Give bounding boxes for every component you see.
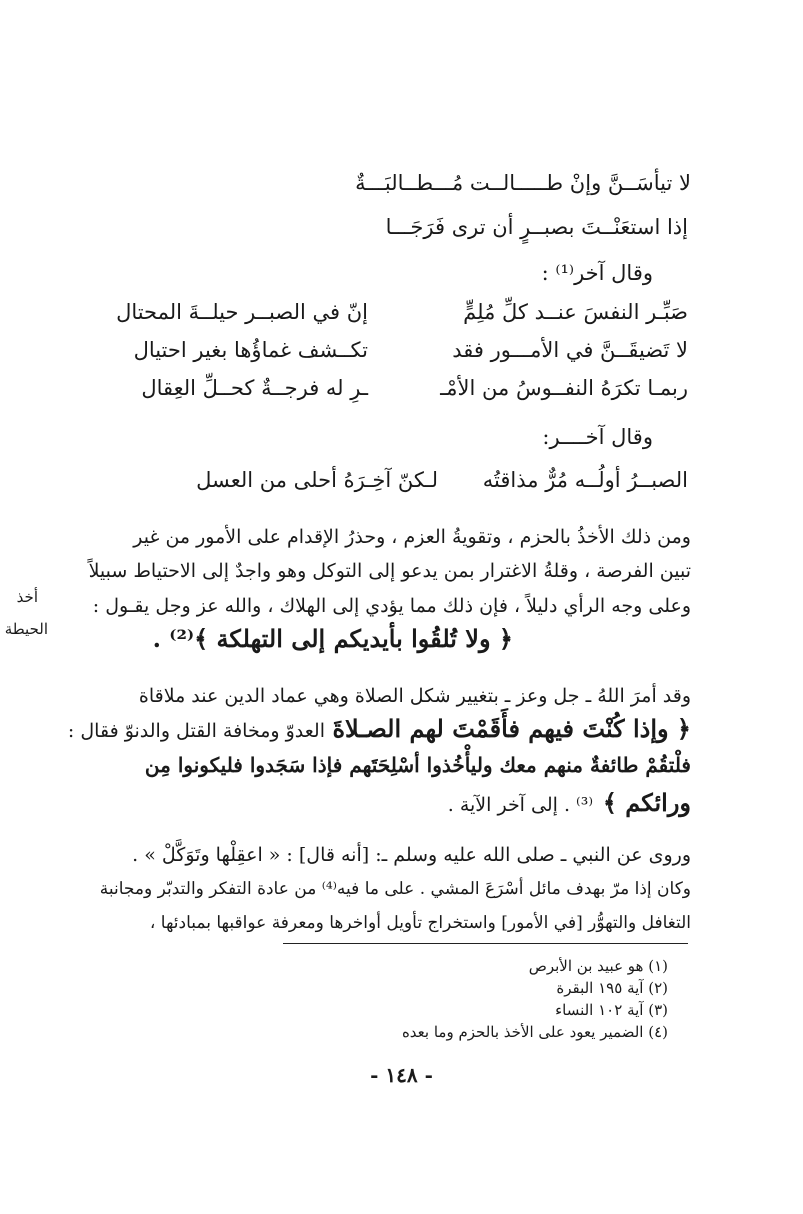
para1-line2: تبين الفرصة ، وقلةُ الاغترار بمن يدعو إلى التوكل وهو واجدٌ إلى الاحتياط سبيلاً [88, 560, 691, 582]
poem2-line1-left: إنّ في الصبــر حيلــةَ المحتال [116, 300, 368, 324]
quran-verse-2-tail: ⁽³⁾ . إلى آخر الآية . [447, 794, 593, 816]
footnote-4: (٤) الضمير يعود على الأخذ بالحزم وما بعده [401, 1023, 668, 1041]
para2-line2: العدوّ ومخافة القتل والدنوّ فقال : [67, 720, 325, 742]
quran-verse-2-line2: فلْتقُمْ طائفةٌ منهم معك وليأْخُذوا أسْلِحَتَهم فإذا سَجَدوا فليكونوا مِن [144, 753, 691, 777]
footnote-rule [283, 943, 688, 944]
poem2-line3-left: ـرِ له فرجــةٌ كحــلِّ العِقال [141, 376, 368, 400]
para1-line1: ومن ذلك الأخذُ بالحزم ، وتقويةُ العزم ، وحذرُ الإقدام على الأمور من غير [133, 526, 691, 548]
footnote-1: (١) هو عبيد بن الأبرص [528, 957, 668, 975]
para2-line1: وقد أمرَ اللهُ ـ جل وعز ـ بتغيير شكل الصلاة وهي عماد الدين عند ملاقاة [138, 685, 691, 707]
poem2-line2-right: لا تَضيقَــنَّ في الأمـــور فقد [452, 338, 688, 362]
margin-note-line2: الحيطة [4, 620, 48, 638]
poem1-line2: إذا استعَنْــتَ بصبــرٍ أن ترى فَرَجَـــا [385, 215, 688, 239]
para3-line1: وروى عن النبي ـ صلى الله عليه وسلم ـ: [أنه قال] : « اعقِلْها وتَوَكَّلْ » . [132, 844, 691, 866]
quran-verse-2-line3: ورائكم ﴾ [602, 788, 691, 817]
poem1-line1: لا تيأسَــنَّ وإنْ طـــــالــت مُـــطــالبَـــةٌ [355, 171, 691, 195]
poem2-line2-left: تكــشف غماؤُها بغير احتيال [133, 338, 368, 362]
poem3-left: لـكنّ آخِـرَهُ أحلى من العسل [196, 468, 438, 492]
margin-note-line1: أخذ [16, 588, 38, 606]
poem3-intro: وقال آخــــر: [542, 425, 653, 449]
quran-verse-2-line1: ﴿ وإذا كُنْتَ فيهم فأَقَمْتَ لهم الصـلاةَ [332, 714, 691, 743]
poem3-right: الصبــرُ أولُــه مُرٌّ مذاقتُه [482, 468, 688, 492]
poem2-intro: وقال آخر⁽¹⁾ : [541, 261, 653, 285]
page-number: - ١٤٨ - [370, 1063, 433, 1087]
para3-line2: وكان إذا مرّ بهدف مائل أسْرَعَ المشي . على ما فيه⁽⁴⁾ من عادة التفكر والتدبّر ومجانبة [99, 879, 691, 899]
para1-line3: وعلى وجه الرأي دليلاً ، فإن ذلك مما يؤدي إلى الهلاك ، والله عز وجل يقـول : [92, 595, 691, 617]
para3-line3: التغافل والتهوُّر [في الأمور] واستخراج تأويل أواخرها ومعرفة عواقبها بمبادئها ، [149, 913, 691, 933]
footnote-3: (٣) آية ١٠٢ النساء [555, 1001, 668, 1019]
poem2-line1-right: صَبِّـر النفسَ عنــد كلِّ مُلِمٍّ [463, 300, 688, 324]
footnote-2: (٢) آية ١٩٥ البقرة [556, 979, 668, 997]
poem2-line3-right: ربمـا تكرَهُ النفــوسُ من الأمْـ [440, 376, 688, 400]
quran-verse-1: ﴿ ولا تُلقُوا بأيديكم إلى التهلكة ﴾⁽²⁾ . [152, 624, 513, 653]
